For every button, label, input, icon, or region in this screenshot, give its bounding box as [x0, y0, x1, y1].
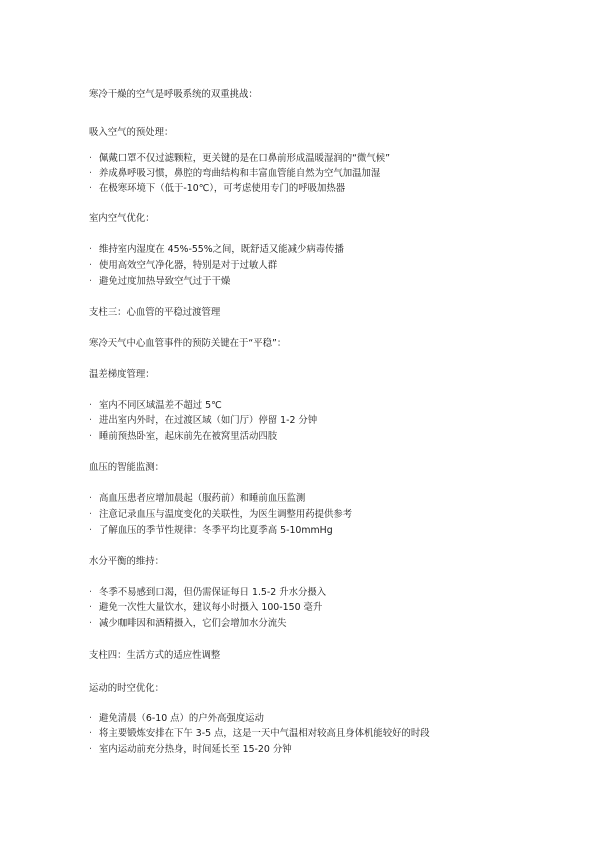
list-item: [89, 728, 430, 740]
list-item-text: 避免一次性大量饮水，建议每小时摄入 100-150 毫升: [99, 602, 323, 613]
list-item-text: 将主要锻炼安排在下午 3-5 点，这是一天中气温相对较高且身体机能较好的时段: [99, 728, 430, 739]
subheading-exercise-timing: 运动的时空优化：: [89, 683, 165, 694]
list-item: [89, 276, 230, 288]
bullet-icon: ·: [89, 509, 92, 520]
bullet-icon: ·: [89, 276, 92, 287]
list-item: [89, 244, 344, 256]
list-item-text: 佩戴口罩不仅过滤颗粒，更关键的是在口鼻前形成温暖湿润的“微气候”: [99, 153, 390, 164]
bullet-icon: ·: [89, 168, 92, 179]
list-item: [89, 493, 305, 505]
list-item-text: 避免清晨（6-10 点）的户外高强度运动: [99, 713, 264, 724]
bullet-icon: ·: [89, 244, 92, 255]
list-item-text: 睡前预热卧室，起床前先在被窝里活动四肢: [99, 431, 278, 442]
section-intro: 寒冷天气中心血管事件的预防关键在于“平稳”：: [89, 338, 287, 349]
bullet-icon: ·: [89, 744, 92, 755]
bullet-icon: ·: [89, 183, 92, 194]
list-item: [89, 618, 287, 630]
list-item-text: 室内不同区域温差不超过 5℃: [99, 400, 222, 411]
bullet-icon: ·: [89, 431, 92, 442]
bullet-icon: ·: [89, 713, 92, 724]
subheading-blood-pressure: 血压的智能监测：: [89, 462, 165, 473]
bullet-icon: ·: [89, 525, 92, 536]
list-item-text: 室内运动前充分热身，时间延长至 15-20 分钟: [99, 744, 292, 755]
list-item: [89, 400, 222, 412]
list-item-text: 了解血压的季节性规律：冬季平均比夏季高 5-10mmHg: [99, 525, 333, 536]
list-item-text: 养成鼻呼吸习惯，鼻腔的弯曲结构和丰富血管能自然为空气加温加湿: [99, 168, 381, 179]
list-item: [89, 260, 277, 272]
bullet-icon: ·: [89, 415, 92, 426]
subheading-air-pretreatment: 吸入空气的预处理：: [89, 127, 174, 138]
list-item: [89, 431, 277, 443]
list-item: [89, 602, 322, 614]
list-item-text: 冬季不易感到口渴，但仍需保证每日 1.5-2 升水分摄入: [99, 587, 327, 598]
list-item-text: 避免过度加热导致空气过于干燥: [99, 276, 231, 287]
section-heading-respiratory: 寒冷干燥的空气是呼吸系统的双重挑战：: [89, 89, 258, 100]
bullet-icon: ·: [89, 400, 92, 411]
bullet-icon: ·: [89, 618, 92, 629]
list-item: [89, 168, 380, 180]
pillar-heading-lifestyle: 支柱四：生活方式的适应性调整: [89, 650, 221, 661]
list-item: [89, 509, 352, 521]
list-item: [89, 415, 317, 427]
list-item: [89, 153, 390, 165]
list-item: [89, 713, 264, 725]
list-item-text: 进出室内外时，在过渡区域（如门厅）停留 1-2 分钟: [99, 415, 318, 426]
bullet-icon: ·: [89, 153, 92, 164]
list-item: [89, 587, 326, 599]
bullet-icon: ·: [89, 260, 92, 271]
list-item: [89, 525, 333, 537]
list-item-text: 维持室内湿度在 45%-55%之间，既舒适又能减少病毒传播: [99, 244, 344, 255]
list-item: [89, 744, 292, 756]
bullet-icon: ·: [89, 493, 92, 504]
list-item-text: 在极寒环境下（低于-10℃），可考虑使用专门的呼吸加热器: [99, 183, 346, 194]
pillar-heading-cardiovascular: 支柱三：心血管的平稳过渡管理: [89, 307, 221, 318]
list-item-text: 注意记录血压与温度变化的关联性，为医生调整用药提供参考: [99, 509, 353, 520]
bullet-icon: ·: [89, 602, 92, 613]
list-item-text: 减少咖啡因和酒精摄入，它们会增加水分流失: [99, 618, 287, 629]
list-item-text: 高血压患者应增加晨起（服药前）和睡前血压监测: [99, 493, 306, 504]
bullet-icon: ·: [89, 728, 92, 739]
subheading-hydration: 水分平衡的维持：: [89, 556, 165, 567]
list-item: [89, 183, 345, 195]
subheading-indoor-air: 室内空气优化：: [89, 213, 155, 224]
list-item-text: 使用高效空气净化器，特别是对于过敏人群: [99, 260, 278, 271]
subheading-temperature-gradient: 温差梯度管理：: [89, 369, 155, 380]
bullet-icon: ·: [89, 587, 92, 598]
